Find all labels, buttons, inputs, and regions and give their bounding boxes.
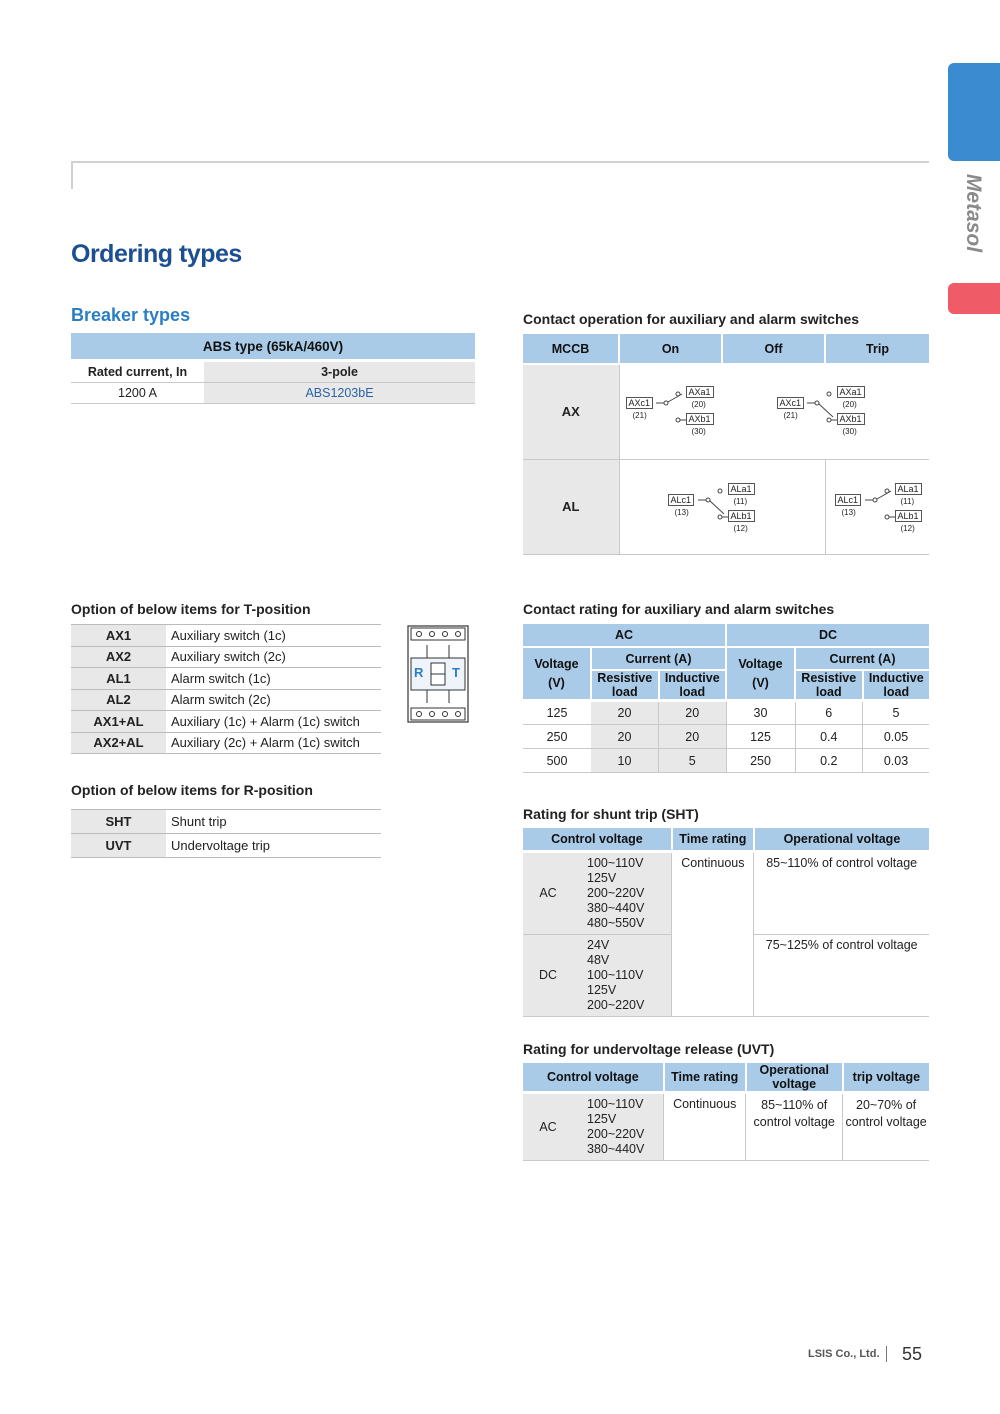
header-rule xyxy=(71,161,929,163)
sht-title: Rating for shunt trip (SHT) xyxy=(523,806,699,822)
al-a-label: ALa1 xyxy=(895,483,922,495)
sht-col-operational: Operational voltage xyxy=(754,828,929,851)
r-position-title: Option of below items for R-position xyxy=(71,782,313,798)
ax-off-contact-icon xyxy=(807,389,839,425)
al-c-num: (13) xyxy=(674,507,689,517)
ax-c-num: (21) xyxy=(783,411,798,420)
voltage-item: 380~440V xyxy=(587,1142,645,1156)
cell: 0.03 xyxy=(863,749,929,773)
side-tab-red xyxy=(948,283,1000,314)
al-c-label: ALc1 xyxy=(835,494,862,506)
al-trip-cell xyxy=(825,459,929,554)
al-off-diagram xyxy=(668,483,758,542)
voltage-item: 100~110V xyxy=(587,1097,644,1111)
sht-col-time: Time rating xyxy=(672,828,754,851)
uvt-col-time: Time rating xyxy=(664,1063,746,1093)
option-desc: Alarm switch (2c) xyxy=(166,689,381,711)
ax-b-num: (30) xyxy=(842,427,857,436)
ax-b-label: AXb1 xyxy=(686,413,714,425)
uvt-table xyxy=(523,1063,929,1161)
header-rule-corner xyxy=(71,161,73,189)
table-row xyxy=(523,1093,929,1161)
table-row xyxy=(71,834,381,858)
table-row xyxy=(71,810,381,834)
rating-dc-voltage-header xyxy=(726,647,795,701)
breaker-col-current: Rated current, In xyxy=(71,361,204,383)
cell: 5 xyxy=(863,701,929,725)
contact-operation-title: Contact operation for auxiliary and alarm switches xyxy=(523,311,860,327)
al-on-off-cell xyxy=(619,459,825,554)
option-code: SHT xyxy=(71,810,166,834)
al-b-num: (12) xyxy=(900,523,915,533)
ax-b-label: AXb1 xyxy=(837,413,865,425)
row-al-label: AL xyxy=(523,459,619,554)
contact-operation-table xyxy=(523,334,929,555)
breaker-table-header: ABS type (65kA/460V) xyxy=(71,333,475,361)
cell: 6 xyxy=(795,701,863,725)
table-row xyxy=(523,749,929,773)
voltage-label: Voltage xyxy=(534,656,579,671)
r-position-table xyxy=(71,809,381,858)
cell: 125 xyxy=(726,725,795,749)
figure-r-label: R xyxy=(414,665,424,680)
al-off-contact-icon xyxy=(698,486,730,522)
ac-inductive-header: Inductive load xyxy=(659,670,726,701)
option-code: AX1+AL xyxy=(71,711,166,733)
uvt-op-value xyxy=(746,1093,843,1161)
rating-ac-voltage-header xyxy=(523,647,591,701)
col-trip: Trip xyxy=(825,334,929,364)
side-brand-label: Metasol xyxy=(962,173,985,253)
option-desc: Auxiliary switch (2c) xyxy=(166,646,381,668)
ac-resistive-header: Resistive load xyxy=(591,670,659,701)
cell: 10 xyxy=(591,749,659,773)
ax-a-num: (20) xyxy=(842,400,857,409)
rating-dc-current-header: Current (A) xyxy=(795,647,929,670)
breaker-row-model: ABS1203bE xyxy=(204,383,475,404)
uvt-trip-line: 20~70% of xyxy=(856,1098,917,1112)
voltage-item: 48V xyxy=(587,952,610,967)
cell: 250 xyxy=(726,749,795,773)
voltage-item: 125V xyxy=(587,1112,617,1126)
al-b-label: ALb1 xyxy=(728,510,755,522)
cell: 500 xyxy=(523,749,591,773)
uvt-col-operational: Operational voltage xyxy=(746,1063,843,1093)
cell: 20 xyxy=(591,701,659,725)
contact-rating-title: Contact rating for auxiliary and alarm switches xyxy=(523,601,835,617)
sht-ac-label: AC xyxy=(523,851,573,934)
uvt-time-value: Continuous xyxy=(664,1093,746,1161)
cell: 250 xyxy=(523,725,591,749)
voltage-item: 125V xyxy=(587,870,617,885)
sht-ac-op: 85~110% of control voltage xyxy=(754,851,929,934)
page-title: Ordering types xyxy=(71,240,242,268)
voltage-item: 100~110V xyxy=(587,967,644,982)
cell: 20 xyxy=(591,725,659,749)
ax-a-num: (20) xyxy=(691,400,706,409)
option-desc: Auxiliary (2c) + Alarm (1c) switch xyxy=(166,732,381,754)
option-code: AX1 xyxy=(71,625,166,647)
option-desc: Undervoltage trip xyxy=(166,834,381,858)
col-mccb: MCCB xyxy=(523,334,619,364)
breaker-types-title: Breaker types xyxy=(71,305,191,325)
ax-c-num: (21) xyxy=(632,411,647,420)
sht-col-control: Control voltage xyxy=(523,828,672,851)
sht-dc-label: DC xyxy=(523,934,573,1016)
table-row xyxy=(71,711,381,733)
table-row xyxy=(523,851,929,934)
option-code: UVT xyxy=(71,834,166,858)
dc-inductive-header: Inductive load xyxy=(863,670,929,701)
ax-a-label: AXa1 xyxy=(686,386,714,398)
al-c-num: (13) xyxy=(841,507,856,517)
option-code: AX2+AL xyxy=(71,732,166,754)
al-c-label: ALc1 xyxy=(668,494,695,506)
table-row xyxy=(71,625,381,647)
voltage-item: 100~110V xyxy=(587,855,644,870)
uvt-title: Rating for undervoltage release (UVT) xyxy=(523,1041,775,1057)
breaker-row-current: 1200 A xyxy=(71,383,204,404)
option-desc: Auxiliary (1c) + Alarm (1c) switch xyxy=(166,711,381,733)
voltage-item: 125V xyxy=(587,982,617,997)
cell: 125 xyxy=(523,701,591,725)
table-row xyxy=(523,701,929,725)
breaker-front-figure xyxy=(407,625,469,723)
sht-dc-op: 75~125% of control voltage xyxy=(754,934,929,1016)
voltage-unit: (V) xyxy=(752,675,769,690)
side-tab-blue xyxy=(948,63,1000,161)
rating-ac-header: AC xyxy=(523,624,726,647)
ax-switch-diagram xyxy=(626,387,716,445)
option-code: AL2 xyxy=(71,689,166,711)
sht-time-value: Continuous xyxy=(672,851,754,1016)
voltage-label: Voltage xyxy=(738,656,783,671)
sht-dc-voltages xyxy=(573,934,672,1016)
rating-dc-header: DC xyxy=(726,624,929,647)
sht-table xyxy=(523,828,929,1017)
cell: 0.2 xyxy=(795,749,863,773)
uvt-trip-line: control voltage xyxy=(845,1115,927,1129)
sht-ac-voltages xyxy=(573,851,672,934)
figure-t-label: T xyxy=(452,665,460,680)
al-b-num: (12) xyxy=(733,523,748,533)
col-on: On xyxy=(619,334,722,364)
ax-on-diagram xyxy=(619,364,862,459)
ax-b-num: (30) xyxy=(691,427,706,436)
voltage-item: 480~550V xyxy=(587,915,645,930)
al-a-num: (11) xyxy=(733,496,748,506)
uvt-col-control: Control voltage xyxy=(523,1063,664,1093)
uvt-col-trip: trip voltage xyxy=(843,1063,929,1093)
uvt-op-line: 85~110% of xyxy=(761,1098,828,1112)
option-desc: Auxiliary switch (1c) xyxy=(166,625,381,647)
ax-c-label: AXc1 xyxy=(777,397,805,409)
breaker-col-pole: 3-pole xyxy=(204,361,475,383)
t-position-table xyxy=(71,624,381,754)
uvt-ac-voltages xyxy=(573,1093,664,1161)
cell: 20 xyxy=(659,701,726,725)
cell: 0.05 xyxy=(863,725,929,749)
ax-on-contact-icon xyxy=(656,389,688,425)
option-code: AX2 xyxy=(71,646,166,668)
al-b-label: ALb1 xyxy=(895,510,922,522)
uvt-ac-label: AC xyxy=(523,1093,573,1161)
al-trip-diagram xyxy=(835,483,925,542)
voltage-item: 200~220V xyxy=(587,997,645,1012)
table-row xyxy=(523,725,929,749)
uvt-op-line: control voltage xyxy=(753,1115,835,1129)
table-row xyxy=(71,668,381,690)
uvt-trip-value xyxy=(843,1093,929,1161)
option-desc: Alarm switch (1c) xyxy=(166,668,381,690)
t-position-title: Option of below items for T-position xyxy=(71,601,311,617)
cell: 20 xyxy=(659,725,726,749)
voltage-item: 200~220V xyxy=(587,885,645,900)
breaker-table xyxy=(71,333,475,404)
voltage-item: 200~220V xyxy=(587,1127,645,1141)
ax-a-label: AXa1 xyxy=(837,386,865,398)
option-code: AL1 xyxy=(71,668,166,690)
al-a-num: (11) xyxy=(900,496,915,506)
voltage-unit: (V) xyxy=(548,675,565,690)
cell: 30 xyxy=(726,701,795,725)
voltage-item: 24V xyxy=(587,937,610,952)
cell: 0.4 xyxy=(795,725,863,749)
cell: 5 xyxy=(659,749,726,773)
ax-c-label: AXc1 xyxy=(626,397,654,409)
table-row xyxy=(71,646,381,668)
dc-resistive-header: Resistive load xyxy=(795,670,863,701)
contact-rating-table xyxy=(523,624,929,773)
footer-company: LSIS Co., Ltd. xyxy=(808,1348,880,1360)
option-desc: Shunt trip xyxy=(166,810,381,834)
table-row xyxy=(71,732,381,754)
col-off: Off xyxy=(722,334,825,364)
rating-ac-current-header: Current (A) xyxy=(591,647,726,670)
voltage-item: 380~440V xyxy=(587,900,645,915)
al-a-label: ALa1 xyxy=(728,483,755,495)
table-row xyxy=(71,689,381,711)
footer-separator xyxy=(886,1346,887,1362)
row-ax-label: AX xyxy=(523,364,619,459)
page-number: 55 xyxy=(902,1344,923,1364)
ax-off-diagram xyxy=(777,387,867,445)
al-trip-contact-icon xyxy=(865,486,897,522)
